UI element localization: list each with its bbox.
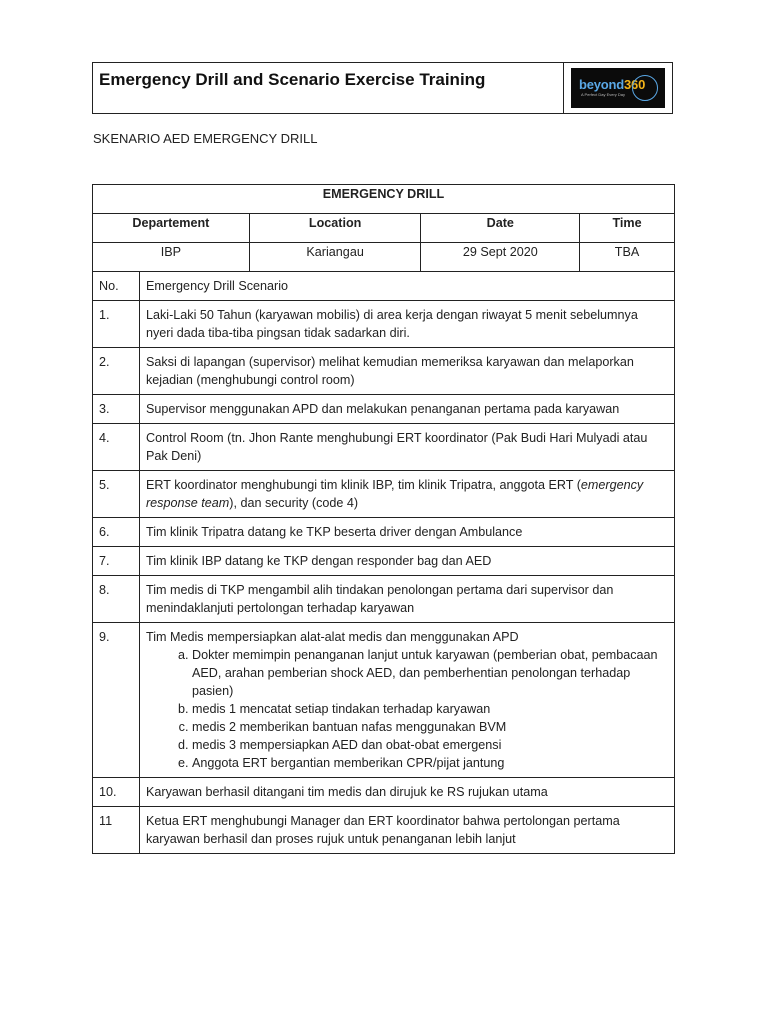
table-title: EMERGENCY DRILL xyxy=(93,185,675,214)
row-text: Tim klinik IBP datang ke TKP dengan responder bag dan AED xyxy=(139,547,674,576)
table-row xyxy=(93,547,675,576)
table-row xyxy=(93,807,675,854)
row-number: 3. xyxy=(93,395,140,424)
table-row xyxy=(93,395,675,424)
time-value: TBA xyxy=(580,243,675,272)
table-row xyxy=(93,348,675,395)
row-text: Ketua ERT menghubungi Manager dan ERT koordinator bahwa pertolongan pertama karyawan berhasil dan proses rujuk untuk penanganan lebih lanjut xyxy=(139,807,674,854)
scenario-header-row xyxy=(93,272,675,301)
logo-wordmark: beyond360 xyxy=(579,77,646,92)
column-header-department: Departement xyxy=(93,214,250,243)
table-row xyxy=(93,424,675,471)
row-text: Supervisor menggunakan APD dan melakukan penanganan pertama pada karyawan xyxy=(139,395,674,424)
beyond360-logo xyxy=(571,68,665,108)
logo-tagline: A Perfect Day Every Day xyxy=(581,92,626,97)
list-item: d. medis 3 mempersiapkan AED dan obat-obat emergensi xyxy=(192,736,668,754)
list-item: c. medis 2 memberikan bantuan nafas menggunakan BVM xyxy=(192,718,668,736)
table-row xyxy=(93,301,675,348)
scenario-no-header: No. xyxy=(93,272,140,301)
emergency-drill-table xyxy=(92,184,675,854)
row-number: 5. xyxy=(93,471,140,518)
row-main-text: Tim Medis mempersiapkan alat-alat medis dan menggunakan APD xyxy=(145,630,519,644)
table-row xyxy=(93,778,675,807)
sub-item-list xyxy=(146,646,668,772)
date-value: 29 Sept 2020 xyxy=(421,243,580,272)
row-text: Karyawan berhasil ditangani tim medis dan dirujuk ke RS rujukan utama xyxy=(139,778,674,807)
location-value: Kariangau xyxy=(249,243,421,272)
row-text: Laki-Laki 50 Tahun (karyawan mobilis) di area kerja dengan riwayat 5 menit sebelumnya nyeri dada tiba-tiba pingsan tidak sadarkan diri. xyxy=(139,301,674,348)
document-header xyxy=(92,62,673,114)
table-row xyxy=(93,576,675,623)
table-header-row xyxy=(93,214,675,243)
row-text: Control Room (tn. Jhon Rante menghubungi ERT koordinator (Pak Budi Hari Mulyadi atau Pak Deni) xyxy=(139,424,674,471)
table-row xyxy=(93,623,675,778)
scenario-subtitle: SKENARIO AED EMERGENCY DRILL xyxy=(93,131,318,146)
logo-ring-icon xyxy=(632,75,658,101)
department-value: IBP xyxy=(93,243,250,272)
row-number: 11 xyxy=(93,807,140,854)
row-number: 8. xyxy=(93,576,140,623)
list-item: e. Anggota ERT bergantian memberikan CPR/pijat jantung xyxy=(192,754,668,772)
logo-cell xyxy=(563,63,672,113)
row-number: 6. xyxy=(93,518,140,547)
table-row xyxy=(93,518,675,547)
row-text: Tim medis di TKP mengambil alih tindakan penolongan pertama dari supervisor dan menindaklanjuti pertolongan terhadap karyawan xyxy=(139,576,674,623)
row-number: 7. xyxy=(93,547,140,576)
column-header-time: Time xyxy=(580,214,675,243)
list-item: b. medis 1 mencatat setiap tindakan terhadap karyawan xyxy=(192,700,668,718)
row-text: ERT koordinator menghubungi tim klinik IBP, tim klinik Tripatra, anggota ERT (emergency response team), dan security (code 4) xyxy=(139,471,674,518)
row-number: 4. xyxy=(93,424,140,471)
row-text xyxy=(139,623,674,778)
document-title: Emergency Drill and Scenario Exercise Training xyxy=(99,70,486,89)
table-values-row xyxy=(93,243,675,272)
row-text: Saksi di lapangan (supervisor) melihat kemudian memeriksa karyawan dan melaporkan kejadian (menghubungi control room) xyxy=(139,348,674,395)
column-header-location: Location xyxy=(249,214,421,243)
row-number: 9. xyxy=(93,623,140,778)
list-item: a. Dokter memimpin penanganan lanjut untuk karyawan (pemberian obat, pembacaan AED, arahan pemberian shock AED, dan pemberhentian penolongan terhadap pasien) xyxy=(192,646,668,700)
table-title-row xyxy=(93,185,675,214)
row-number: 2. xyxy=(93,348,140,395)
column-header-date: Date xyxy=(421,214,580,243)
italic-term: emergency response team xyxy=(145,478,644,510)
row-number: 10. xyxy=(93,778,140,807)
row-text: Tim klinik Tripatra datang ke TKP beserta driver dengan Ambulance xyxy=(139,518,674,547)
scenario-label-header: Emergency Drill Scenario xyxy=(139,272,674,301)
table-row xyxy=(93,471,675,518)
row-number: 1. xyxy=(93,301,140,348)
